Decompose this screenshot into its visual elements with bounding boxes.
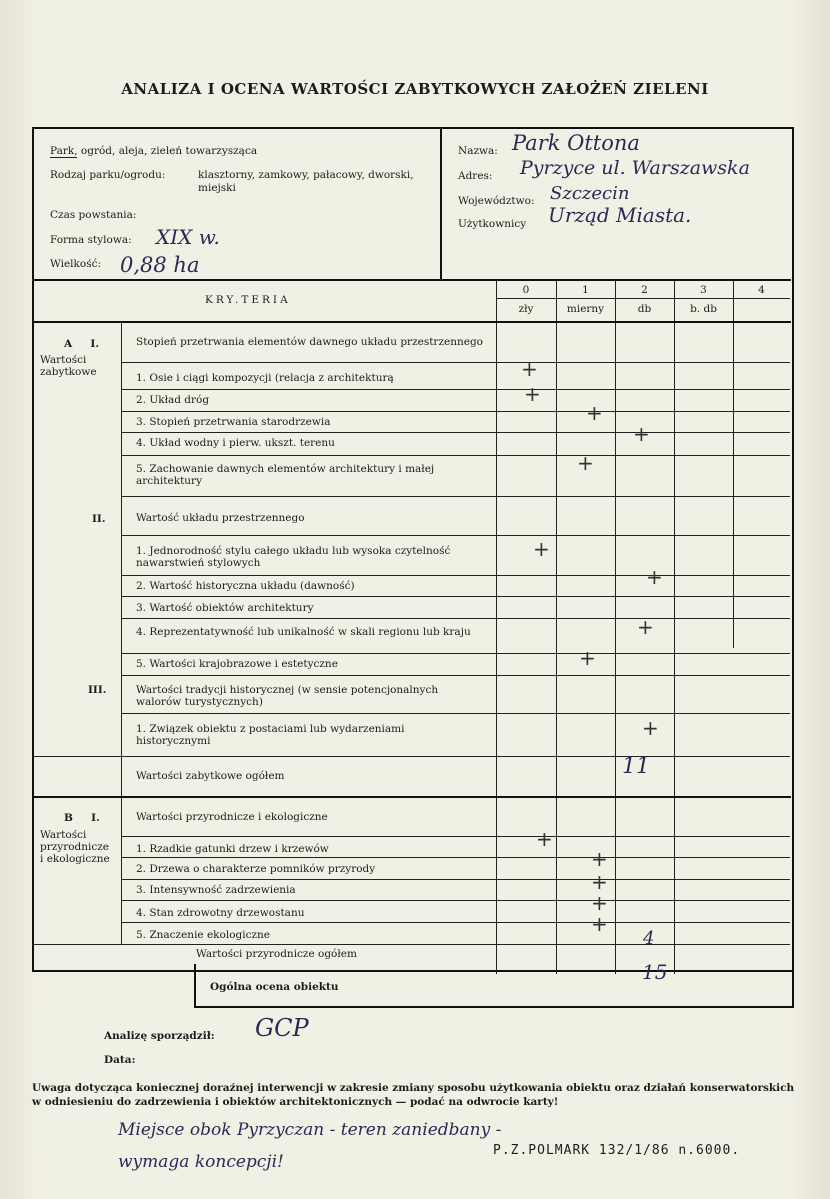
mark-a1-5: + [577,451,594,475]
mark-a1-4: + [633,422,650,446]
users-value: Urząd Miasta. [548,203,692,227]
total-a-label: Wartości zabytkowe ogółem [136,770,285,782]
notice-text: Uwaga dotycząca koniecznej doraźnej interwencji w zakresie zmiany sposobu użytkowania obiektu oraz działań konserwatorskich w odniesieniu do zadrzewienia i obiektów architektonicznych — podać na odwrocie karty! [32,1082,795,1108]
handwritten-note-1: Miejsce obok Pyrzyczan - teren zaniedbany - [118,1120,502,1140]
section-a-code3: III. [88,684,107,696]
row-b1-3: 3. Intensywność zadrzewienia [136,884,296,896]
score-name-3: b. db [690,303,717,315]
mark-b1-2: + [591,847,608,871]
origin-label: Czas powstania: [50,209,137,221]
score-0: 0 [522,284,530,296]
row-a1-5: 5. Zachowanie dawnych elementów architektury i małej architektury [136,463,435,487]
mark-a2-2: + [646,565,663,589]
score-name-1: mierny [566,303,605,315]
row-a2-2: 2. Wartość historyczna układu (dawność) [136,580,355,592]
row-a3-1: 1. Związek obiektu z postaciami lub wydarzeniami historycznymi [136,723,405,747]
row-b1-1: 1. Rzadkie gatunki drzew i krzewów [136,843,329,855]
group-a3: Wartości tradycji historycznej (w sensie potencjonalnych walorów turystycznych) [136,684,439,708]
row-a1-2: 2. Układ dróg [136,394,210,406]
print-code: P.Z.POLMARK 132/1/86 n.6000. [493,1143,741,1158]
row-b1-5: 5. Znaczenie ekologiczne [136,929,271,941]
group-b1: Wartości przyrodnicze i ekologiczne [136,811,328,823]
page-title: ANALIZA I OCENA WARTOŚCI ZABYTKOWYCH ZAŁOŻEŃ ZIELENI [121,80,709,98]
size-label: Wielkość: [50,258,102,270]
date-label: Data: [104,1054,136,1066]
address-value: Pyrzyce ul. Warszawska [520,157,750,179]
row-a1-3: 3. Stopień przetrwania starodrzewia [136,416,331,428]
score-name-0: zły [518,303,534,315]
kind-options-selected: miejski [198,182,236,194]
style-label: Forma stylowa: [50,234,132,246]
overall-value: 15 [642,960,668,984]
mark-b1-1: + [536,827,553,851]
section-a-name: Wartości zabytkowe [40,354,97,378]
mark-a2-5: + [579,646,596,670]
mark-a2-4: + [637,615,654,639]
overall-label: Ogólna ocena obiektu [210,981,339,993]
mark-a2-1: + [533,537,550,561]
criteria-heading: KRY.TERIA [205,294,291,306]
mark-b1-5: + [591,912,608,936]
address-label: Adres: [458,170,493,182]
mark-a1-2: + [524,382,541,406]
name-label: Nazwa: [458,145,498,157]
mark-b1-3: + [591,870,608,894]
mark-a3-1: + [642,716,659,740]
voivodeship-label: Województwo: [458,195,535,207]
total-a-value: 11 [622,754,650,779]
score-2: 2 [641,284,648,296]
handwritten-note-2: wymaga koncepcji! [118,1152,284,1172]
kind-options: klasztorny, zamkowy, pałacowy, dworski, [198,169,414,181]
section-b-name: Wartości przyrodnicze i ekologiczne [40,829,110,865]
total-b-value: 4 [643,928,655,949]
score-1: 1 [582,284,589,296]
name-value: Park Ottona [512,131,640,155]
score-3: 3 [700,284,707,296]
row-b1-4: 4. Stan zdrowotny drzewostanu [136,907,305,919]
row-a2-3: 3. Wartość obiektów architektury [136,602,314,614]
row-b1-2: 2. Drzewa o charakterze pomników przyrody [136,863,376,875]
mark-b1-4: + [591,891,608,915]
mark-a1-1: + [521,357,538,381]
row-a2-5: 5. Wartości krajobrazowe i estetyczne [136,658,338,670]
section-b-code: B I. [64,812,100,824]
group-a1: Stopień przetrwania elementów dawnego układu przestrzennego [136,336,483,348]
section-a-code2: II. [92,513,106,525]
style-value: XIX w. [156,225,220,249]
row-a1-4: 4. Układ wodny i pierw. ukszt. terenu [136,437,335,449]
size-value: 0,88 ha [120,253,200,277]
score-4: 4 [758,284,765,296]
row-a2-1: 1. Jednorodność stylu całego układu lub wysoka czytelność nawarstwień stylowych [136,545,451,569]
users-label: Użytkownicy [458,218,527,230]
score-name-2: db [637,303,652,315]
total-b-label: Wartości przyrodnicze ogółem [196,948,357,960]
kind-label: Rodzaj parku/ogrodu: [50,169,166,181]
analysis-signature: GCP [255,1014,309,1042]
section-a-code: A I. [64,338,99,350]
row-a1-1: 1. Osie i ciągi kompozycji (relacja z architekturą [136,372,394,384]
mark-a1-3: + [586,401,603,425]
analysis-label: Analizę sporządził: [104,1030,215,1042]
park-type-label: Park, ogród, aleja, zieleń towarzysząca [50,145,258,157]
row-a2-4: 4. Reprezentatywność lub unikalność w skali regionu lub kraju [136,626,471,638]
voivodeship-value: Szczecin [550,183,630,204]
group-a2: Wartość układu przestrzennego [136,512,305,524]
